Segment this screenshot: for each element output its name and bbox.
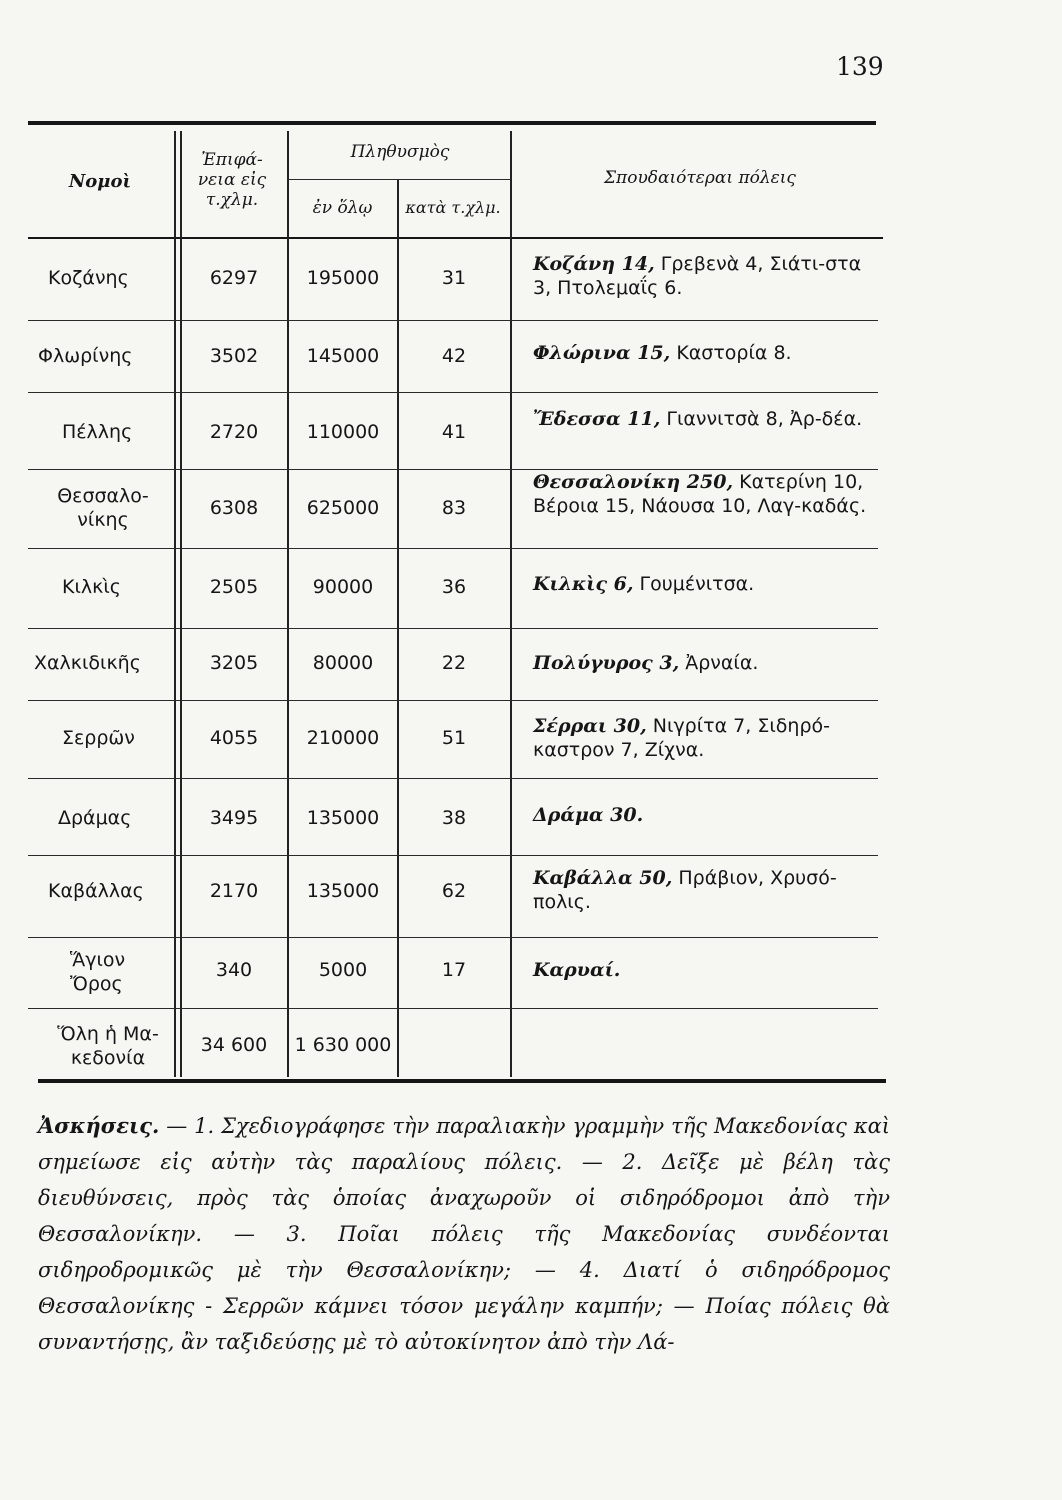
other-cities: Καστορία 8. <box>676 342 792 364</box>
population-total: 210000 <box>306 727 380 749</box>
exercises-paragraph <box>38 1108 890 1360</box>
other-cities: Νιγρίτα 7, Σιδηρό-καστρον 7, Ζίχνα. <box>533 715 830 761</box>
row-rule <box>28 700 878 701</box>
population-per-km: 36 <box>441 576 467 598</box>
main-city: Θεσσαλονίκη 250, <box>533 471 734 493</box>
population-per-km: 41 <box>441 421 467 443</box>
important-cities <box>533 866 883 914</box>
main-city: Κιλκὶς 6, <box>533 573 634 595</box>
row-rule <box>28 1008 878 1009</box>
population-total: 1 630 000 <box>294 1034 392 1056</box>
prefecture-name: Φλωρίνης <box>38 345 133 367</box>
header-cities: Σπουδαιότεραι πόλεις <box>604 168 796 188</box>
area-value: 34 600 <box>200 1034 268 1056</box>
important-cities <box>533 572 883 596</box>
prefecture-name: Κοζάνης <box>48 267 129 289</box>
population-total: 5000 <box>318 959 368 981</box>
column-divider <box>287 131 289 1077</box>
population-total: 80000 <box>312 652 374 674</box>
row-rule <box>28 320 878 321</box>
table-top-rule <box>28 121 876 125</box>
main-city: Καρυαί. <box>533 959 621 981</box>
prefecture-name: Δράμας <box>58 807 132 829</box>
important-cities <box>533 958 883 982</box>
area-value: 3495 <box>209 807 259 829</box>
prefecture-name: Καβάλλας <box>48 880 144 902</box>
exercises-text: — 1. Σχεδιογράφησε τὴν παραλιακὴν γραμμὴν τῆς Μακεδονίας καὶ σημείωσε εἰς αὐτὴν τὰς παραλίους πόλεις. — 2. Δεῖξε μὲ βέλη τὰς διευθύνσεις, πρὸς τὰς ὁποίας ἀναχωροῦν οἱ σιδηρόδρομοι ἀπὸ τὴν Θεσσαλονίκην. — 3. Ποῖαι πόλεις τῆς Μακεδονίας συνδέονται σιδηροδρομικῶς μὲ τὴν Θεσσαλονίκην; — 4. Διατί ὁ σιδηρόδρομος Θεσσαλονίκης - Σερρῶν κάμνει τόσον μεγάλην καμπήν; — Ποίας πόλεις θὰ συναντήσῃς, ἂν ταξιδεύσῃς μὲ τὸ αὐτοκίνητον ἀπὸ τὴν Λά- <box>38 1114 890 1354</box>
population-total: 195000 <box>306 267 380 289</box>
other-cities: Γιαννιτσὰ 8, Ἀρ-δέα. <box>666 408 863 430</box>
header-population-total: ἐν ὅλῳ <box>312 198 373 218</box>
other-cities: Πράβιον, Χρυσό-πολις. <box>533 867 837 913</box>
area-value: 3205 <box>209 652 259 674</box>
population-total: 135000 <box>306 880 380 902</box>
column-divider <box>180 131 182 1077</box>
other-cities: Γουμένιτσα. <box>639 573 755 595</box>
important-cities <box>533 470 883 518</box>
area-value: 6297 <box>209 267 259 289</box>
prefecture-name: Θεσσαλο-νίκης <box>57 485 149 531</box>
population-per-km: 42 <box>441 345 467 367</box>
row-rule <box>28 548 878 549</box>
prefecture-name: Χαλκιδικῆς <box>34 652 141 674</box>
prefecture-name: Πέλλης <box>62 421 133 443</box>
row-rule <box>28 778 878 779</box>
exercises-title: Ἀσκήσεις. <box>38 1113 160 1138</box>
population-total: 625000 <box>306 497 380 519</box>
area-value: 4055 <box>209 727 259 749</box>
prefecture-name: Κιλκὶς <box>62 576 121 598</box>
population-per-km: 83 <box>441 497 467 519</box>
important-cities <box>533 651 883 675</box>
area-value: 340 <box>215 959 253 981</box>
population-per-km: 22 <box>441 652 467 674</box>
page-number: 139 <box>836 52 884 81</box>
column-divider <box>510 131 512 1077</box>
population-per-km: 62 <box>441 880 467 902</box>
important-cities <box>533 803 883 827</box>
area-value: 2170 <box>209 880 259 902</box>
main-city: Δράμα 30. <box>533 804 644 826</box>
area-value: 3502 <box>209 345 259 367</box>
population-per-km: 51 <box>441 727 467 749</box>
area-value: 2720 <box>209 421 259 443</box>
table-bottom-rule <box>38 1079 886 1083</box>
main-city: Καβάλλα 50, <box>533 867 673 889</box>
important-cities <box>533 252 883 300</box>
header-prefecture: Νομοὶ <box>68 171 132 192</box>
row-rule <box>28 628 878 629</box>
prefecture-name: Σερρῶν <box>62 727 135 749</box>
population-total: 90000 <box>312 576 374 598</box>
population-total: 145000 <box>306 345 380 367</box>
other-cities: Ἀρναία. <box>685 652 759 674</box>
header-population-per-km: κατὰ τ.χλμ. <box>405 198 501 217</box>
main-city: Κοζάνη 14, <box>533 253 655 275</box>
row-rule <box>28 937 878 938</box>
population-total: 135000 <box>306 807 380 829</box>
area-value: 2505 <box>209 576 259 598</box>
population-subheader-rule <box>287 179 510 180</box>
row-rule <box>28 855 878 856</box>
prefecture-name: Ὅλη ἡ Μα-κεδονία <box>57 1023 159 1069</box>
header-rule <box>28 237 883 239</box>
population-per-km: 38 <box>441 807 467 829</box>
other-cities: Γρεβενὰ 4, Σιάτι-στα 3, Πτολεμαΐς 6. <box>533 253 862 299</box>
column-divider <box>174 131 176 1077</box>
area-value: 6308 <box>209 497 259 519</box>
row-rule <box>28 392 878 393</box>
important-cities <box>533 714 883 762</box>
population-total: 110000 <box>306 421 380 443</box>
population-per-km: 31 <box>441 267 467 289</box>
important-cities <box>533 407 883 431</box>
important-cities <box>533 341 883 365</box>
header-area: Ἐπιφά- νεια εἰς τ.χλμ. <box>197 150 267 210</box>
main-city: Πολύγυρος 3, <box>533 652 680 674</box>
header-population: Πληθυσμὸς <box>350 142 450 162</box>
main-city: Σέρραι 30, <box>533 715 647 737</box>
main-city: Ἔδεσσα 11, <box>533 408 661 430</box>
prefecture-name: Ἅγιον Ὄρος <box>70 949 126 995</box>
other-cities: Κατερίνη 10, Βέροια 15, Νάουσα 10, Λαγ-καδάς. <box>533 471 867 517</box>
main-city: Φλώρινα 15, <box>533 342 671 364</box>
population-per-km: 17 <box>441 959 467 981</box>
